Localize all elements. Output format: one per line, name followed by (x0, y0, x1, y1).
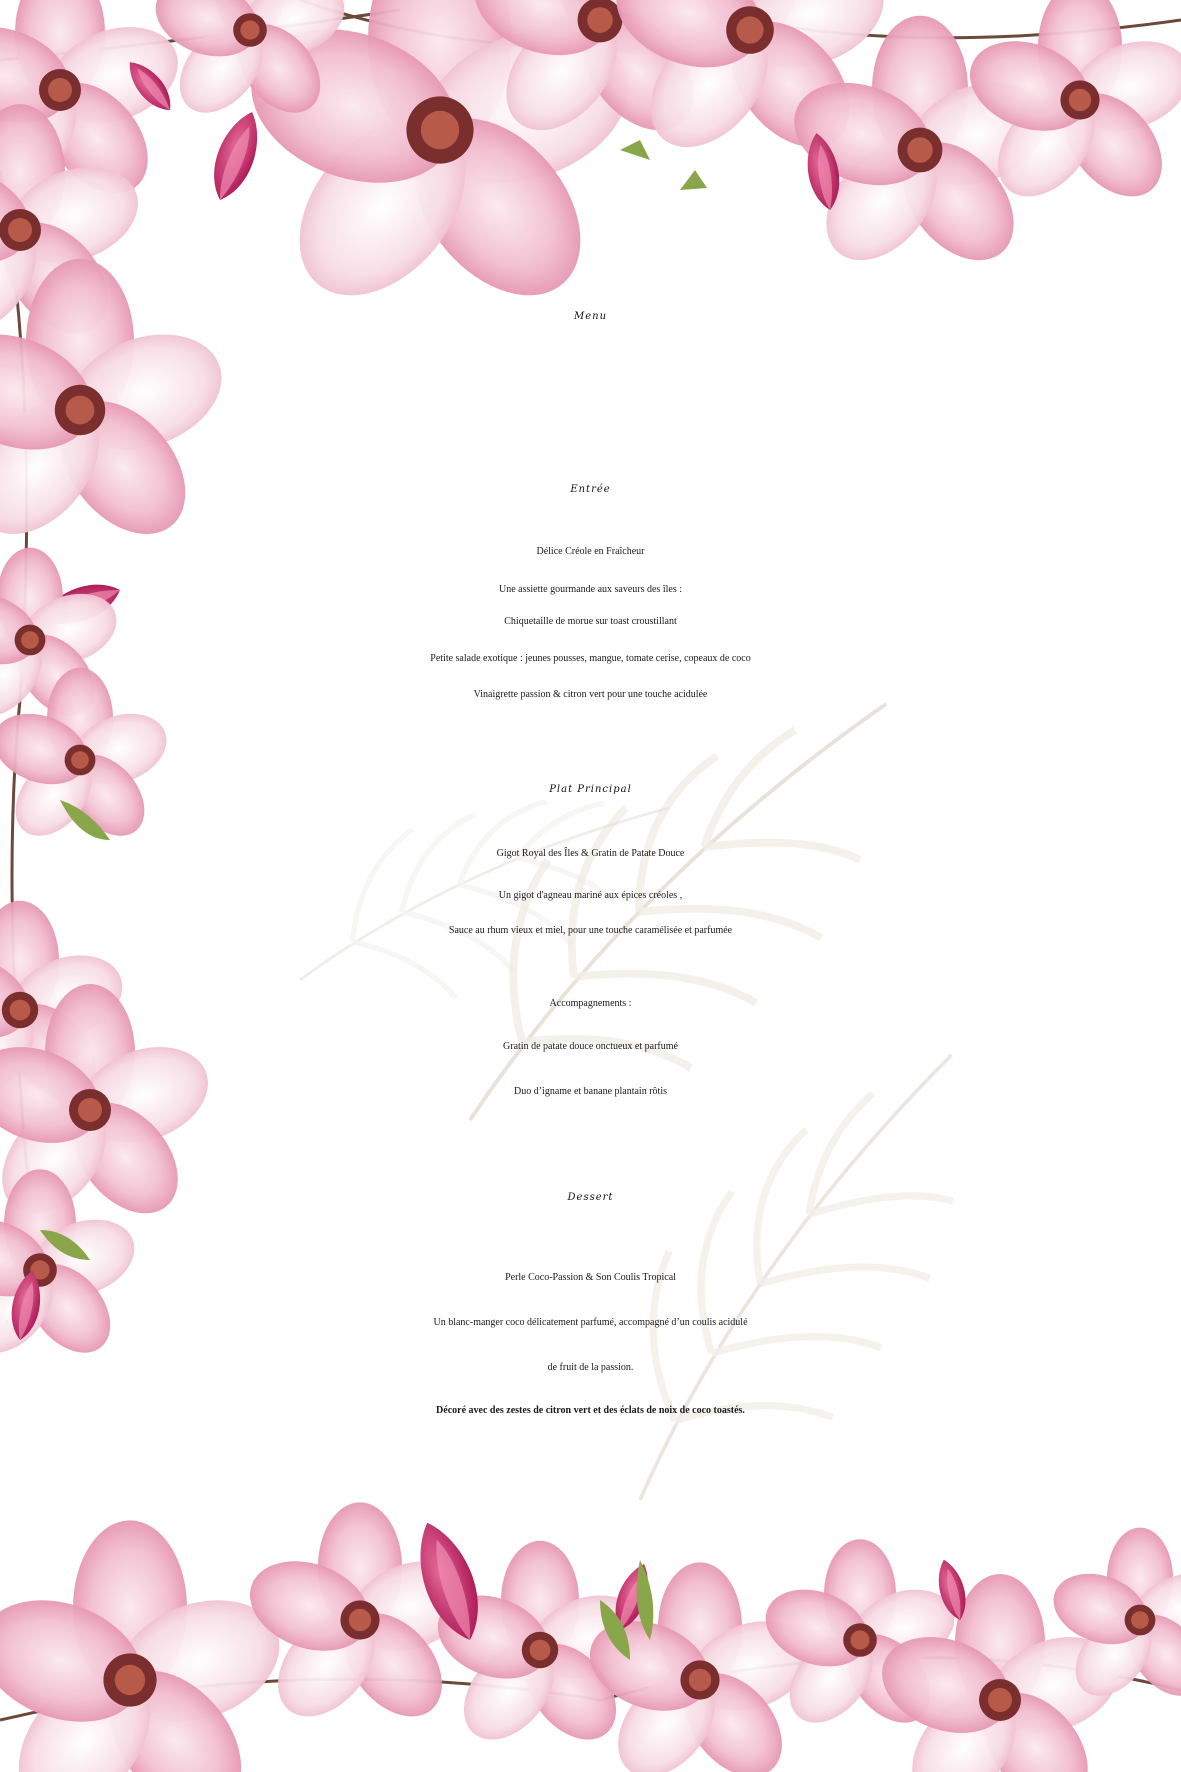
dessert-heading: Dessert (567, 1192, 614, 1203)
entree-heading: Entrée (570, 484, 611, 495)
accompagnement-2: Duo d’igname et banane plantain rôtis (513, 1086, 667, 1097)
accompagnements-label: Accompagnements : (549, 998, 632, 1009)
plat-description: Un gigot d'agneau mariné aux épices créoles , (498, 890, 683, 901)
entree-item-1: Chiquetaille de morue sur toast croustillant (504, 616, 677, 627)
entree-intro: Une assiette gourmande aux saveurs des îles : (498, 584, 682, 595)
plat-sauce: Sauce au rhum vieux et miel, pour une touche caramélisée et parfumée (448, 925, 733, 936)
plat-dish-name: Gigot Royal des Îles & Gratin de Patate Douce (496, 848, 685, 859)
entree-dish-name: Délice Créole en Fraîcheur (536, 546, 645, 557)
dessert-description-1: Un blanc-manger coco délicatement parfumé, accompagné d’un coulis acidulé (433, 1317, 748, 1328)
entree-item-2: Petite salade exotique : jeunes pousses, mangue, tomate cerise, copeaux de coco (430, 653, 751, 664)
menu-title: Menu (573, 311, 608, 322)
dessert-dish-name: Perle Coco-Passion & Son Coulis Tropical (505, 1272, 676, 1283)
plat-heading: Plat Principal (549, 784, 632, 795)
accompagnement-1: Gratin de patate douce onctueux et parfumé (503, 1041, 678, 1052)
dessert-description-2: de fruit de la passion. (547, 1362, 634, 1373)
entree-item-3: Vinaigrette passion & citron vert pour une touche acidulée (473, 689, 708, 700)
dessert-decoration: Décoré avec des zestes de citron vert et des éclats de noix de coco toastés. (436, 1405, 745, 1416)
